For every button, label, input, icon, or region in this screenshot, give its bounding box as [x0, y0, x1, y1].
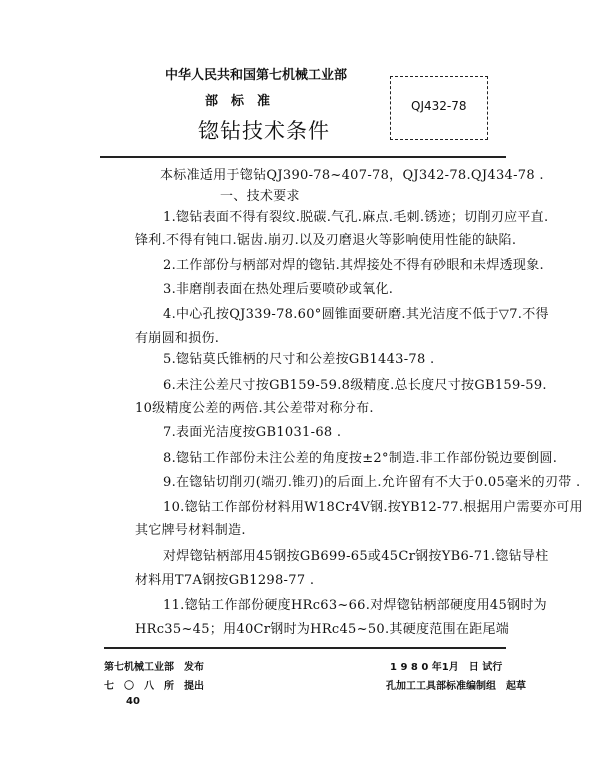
- body-line: 3.非磨削表面在热处理后要喷砂或氧化.: [163, 282, 394, 297]
- body-line: 锋利.不得有钝口.锯齿.崩刃.以及刃磨退火等影响使用性能的缺陷.: [135, 233, 517, 248]
- document-title: 锪钻技术条件: [198, 119, 330, 143]
- effective-date: 1 9 8 0 年1月 日 试行: [390, 662, 503, 673]
- body-line: 有崩圆和损伤.: [135, 331, 220, 346]
- body-line: 6.未注公差尺寸按GB159-59.8级精度.总长度尺寸按GB159-59.: [163, 378, 547, 393]
- body-line: 7.表面光洁度按GB1031-68 .: [163, 425, 342, 440]
- section-heading: 一、技术要求: [220, 189, 300, 204]
- proposer: 七 〇 八 所 提出: [104, 681, 204, 692]
- body-line: 10.锪钻工作部份材料用W18Cr4V钢.按YB12-77.根据用户需要亦可用: [163, 500, 583, 515]
- body-line: 5.锪钻莫氏锥柄的尺寸和公差按GB1443-78 .: [163, 352, 435, 367]
- drafter: 孔加工工具部标准编制组 起草: [386, 681, 526, 692]
- issuer: 第七机械工业部 发布: [104, 662, 204, 673]
- body-line: 1.锪钻表面不得有裂纹.脱碳.气孔.麻点.毛刺.锈迹；切削刃应平直.: [163, 210, 549, 225]
- body-line: 9.在锪钻切削刃(端刃.锥刃)的后面上.允许留有不大于0.05毫米的刃带 .: [163, 475, 581, 490]
- body-line: 材料用T7A钢按GB1298-77 .: [135, 573, 315, 588]
- standard-code-box: [390, 76, 488, 140]
- body-line: 2.工作部份与柄部对焊的锪钻.其焊接处不得有砂眼和未焊透现象.: [163, 258, 544, 273]
- footer-divider: [104, 647, 506, 649]
- body-line: 8.锪钻工作部份未注公差的角度按±2°制造.非工作部份锐边要倒圆.: [163, 451, 558, 466]
- body-line: 10级精度公差的两倍.其公差带对称分布.: [135, 401, 374, 416]
- body-line: 对焊锪钻柄部用45钢按GB699-65或45Cr钢按YB6-71.锪钻导柱: [163, 549, 549, 564]
- body-line: 其它牌号材料制造.: [135, 523, 246, 538]
- standard-code: QJ432-78: [411, 99, 467, 113]
- standard-type: 部 标 准: [205, 94, 271, 109]
- page-number: 40: [126, 696, 140, 707]
- body-line: 4.中心孔按QJ339-78.60°圆锥面要研磨.其光洁度不低于▽7.不得: [163, 307, 549, 322]
- intro-text: 本标准适用于锪钻QJ390-78~407-78，QJ342-78.QJ434-78 .: [160, 168, 544, 183]
- header-divider: [100, 156, 506, 158]
- body-line: 11.锪钻工作部份硬度HRc63~66.对焊锪钻柄部硬度用45钢时为: [163, 598, 547, 613]
- body-line: HRc35~45；用40Cr钢时为HRc45~50.其硬度范围在距尾端: [135, 622, 510, 637]
- ministry-name: 中华人民共和国第七机械工业部: [165, 68, 348, 83]
